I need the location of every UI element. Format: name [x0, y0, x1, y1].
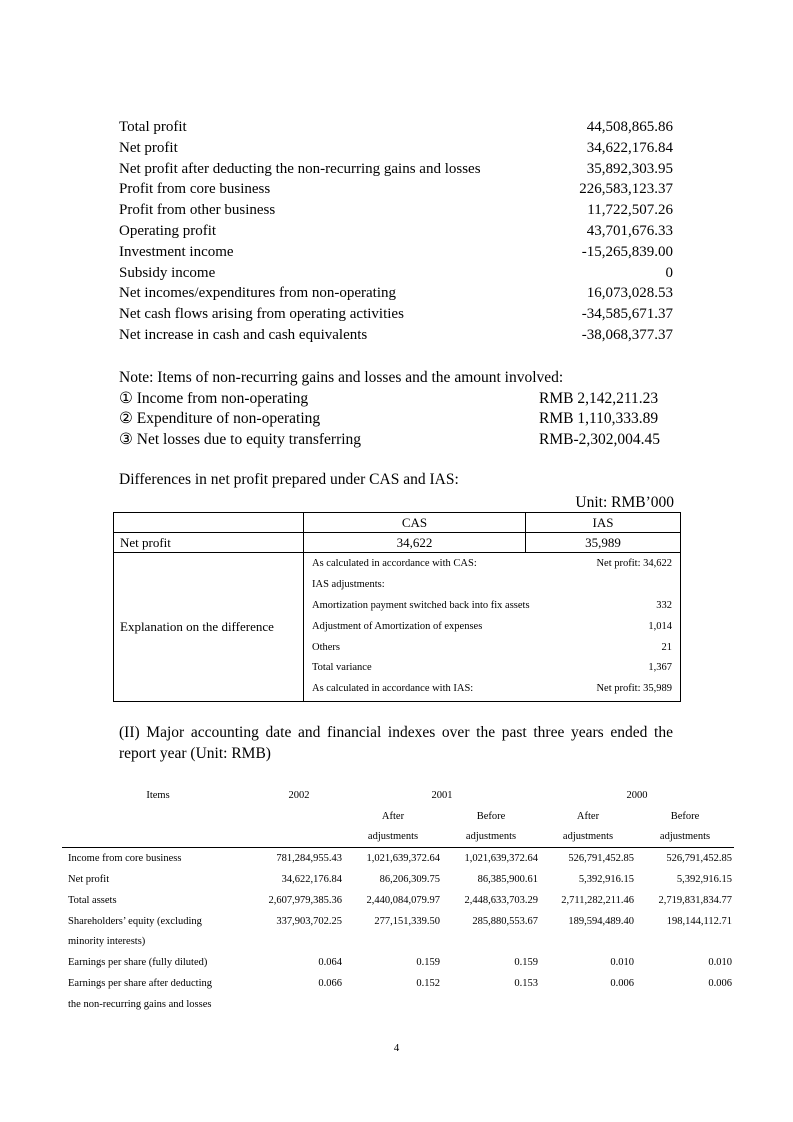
- table-row: [62, 952, 734, 973]
- row-label: Earnings per share (fully diluted): [68, 957, 208, 969]
- cell-value: 285,880,553.67: [472, 915, 538, 927]
- cell-value: 781,284,955.43: [276, 853, 342, 865]
- summary-value: -34,585,671.37: [581, 306, 673, 323]
- explanation-text: Adjustment of Amortization of expenses: [312, 620, 483, 632]
- summary-label: Net cash flows arising from operating activities: [119, 306, 404, 323]
- summary-value: 0: [665, 264, 673, 281]
- note-item: [119, 430, 664, 451]
- summary-label: Net incomes/expenditures from non-operating: [119, 285, 397, 302]
- cell-value: 0.006: [610, 978, 634, 990]
- ias-net-profit: 35,989: [526, 533, 681, 553]
- explanation-line: [312, 554, 672, 575]
- summary-value: 226,583,123.37: [579, 181, 673, 198]
- row-label: Income from core business: [68, 853, 182, 865]
- summary-row: [119, 117, 673, 138]
- section-title: (II) Major accounting date and financial indexes over the past three years ended the report year (Unit: RMB): [119, 724, 673, 762]
- cas-header: CAS: [304, 513, 526, 533]
- note-item-amount: RMB-2,302,004.45: [539, 431, 660, 449]
- summary-value: 11,722,507.26: [587, 202, 673, 219]
- summary-value: 44,508,865.86: [586, 119, 673, 135]
- table-row-continuation: [62, 994, 734, 1015]
- cell-value: 0.152: [416, 978, 440, 990]
- table-header-row: [62, 785, 734, 806]
- ias-header: IAS: [526, 513, 681, 533]
- table-header-row: [62, 806, 734, 827]
- explanation-text: Others: [312, 641, 340, 653]
- cell-value: 526,791,452.85: [568, 853, 634, 865]
- explanation-line: [312, 638, 672, 659]
- summary-value: 34,622,176.84: [586, 139, 673, 156]
- cas-net-profit: 34,622: [304, 533, 526, 553]
- explanation-text: Total variance: [312, 662, 372, 674]
- page-number: 4: [393, 1042, 400, 1054]
- cell-value: 34,622,176.84: [281, 874, 342, 886]
- cell-value: 277,151,339.50: [374, 915, 440, 927]
- summary-row: [119, 304, 673, 325]
- after-header: After: [576, 810, 600, 822]
- net-profit-row: [114, 533, 681, 553]
- adjustments-header: adjustments: [540, 827, 636, 848]
- unit-label: Unit: RMB’000: [575, 494, 674, 511]
- empty-header-cell: [114, 513, 304, 533]
- summary-label: Subsidy income: [119, 264, 216, 281]
- table-header-row: [62, 827, 734, 848]
- cell-value: 0.010: [610, 957, 634, 969]
- summary-label: Profit from core business: [119, 181, 271, 198]
- adjustments-header: adjustments: [344, 827, 442, 848]
- note-item-amount: RMB 2,142,211.23: [539, 389, 659, 407]
- summary-label: Profit from other business: [119, 202, 276, 219]
- summary-row: [119, 179, 673, 200]
- note-item: [119, 409, 664, 430]
- explanation-value: Net profit: 35,989: [596, 683, 672, 695]
- explanation-line: [312, 658, 672, 679]
- summary-row: [119, 242, 673, 263]
- summary-row: [119, 263, 673, 284]
- summary-label: Net profit: [119, 139, 178, 156]
- table-row: [62, 911, 734, 932]
- cell-value: 86,206,309.75: [379, 874, 440, 886]
- cell-value: 0.064: [318, 957, 342, 969]
- summary-row: [119, 221, 673, 242]
- before-header: Before: [476, 810, 506, 822]
- financial-summary-list: [119, 117, 673, 346]
- cell-value: 5,392,916.15: [676, 874, 732, 886]
- adjustments-header: adjustments: [636, 827, 734, 848]
- explanation-text: As calculated in accordance with IAS:: [312, 683, 474, 695]
- summary-row: [119, 159, 673, 180]
- year-2000-header: 2000: [626, 789, 648, 801]
- row-label: Net profit: [68, 874, 110, 886]
- net-profit-label: Net profit: [114, 533, 304, 553]
- cell-value: 337,903,702.25: [276, 915, 342, 927]
- cell-value: 0.159: [514, 957, 538, 969]
- summary-row: [119, 325, 673, 346]
- explanation-row: [114, 553, 681, 702]
- cell-value: 5,392,916.15: [578, 874, 634, 886]
- table-row: [62, 869, 734, 890]
- summary-value: 43,701,676.33: [586, 222, 673, 239]
- cell-value: 2,711,282,211.46: [561, 894, 634, 906]
- year-2001-header: 2001: [431, 789, 453, 801]
- explanation-line: [312, 679, 672, 700]
- note-item-label: ③ Net losses due to equity transferring: [119, 431, 362, 449]
- explanation-value: 1,367: [648, 662, 672, 674]
- note-item-label: ① Income from non-operating: [119, 389, 309, 407]
- row-label-continuation: the non-recurring gains and losses: [68, 998, 212, 1010]
- summary-label: Operating profit: [119, 222, 217, 239]
- differences-table: [113, 512, 681, 702]
- table-row: [62, 973, 734, 994]
- note-item: [119, 389, 664, 410]
- cell-value: 2,719,831,834.77: [658, 894, 732, 906]
- differences-title: Differences in net profit prepared under CAS and IAS:: [119, 471, 459, 488]
- note-item-amount: RMB 1,110,333.89: [539, 410, 659, 428]
- explanation-text: As calculated in accordance with CAS:: [312, 558, 477, 569]
- summary-label: Net profit after deducting the non-recurring gains and losses: [119, 160, 481, 177]
- table-header-row: [114, 513, 681, 533]
- summary-value: 35,892,303.95: [586, 160, 673, 177]
- explanation-line: [312, 617, 672, 638]
- year-2002-header: 2002: [288, 789, 310, 801]
- explanation-line: [312, 596, 672, 617]
- items-header: Items: [146, 789, 170, 801]
- cell-value: 1,021,639,372.64: [464, 853, 538, 865]
- explanation-value: 1,014: [648, 620, 672, 632]
- row-label: Earnings per share after deducting: [68, 978, 213, 990]
- cell-value: 526,791,452.85: [666, 853, 732, 865]
- explanation-text: IAS adjustments:: [312, 578, 385, 590]
- summary-value: -38,068,377.37: [581, 326, 673, 343]
- summary-value: -15,265,839.00: [581, 243, 673, 260]
- summary-label: Investment income: [119, 243, 234, 260]
- explanation-text: Amortization payment switched back into fix assets: [312, 599, 530, 611]
- row-label: Total assets: [68, 894, 117, 906]
- cell-value: 1,021,639,372.64: [366, 853, 440, 865]
- explanation-cell: [304, 553, 681, 702]
- cell-value: 2,440,084,079.97: [366, 894, 440, 906]
- cell-value: 0.066: [318, 978, 342, 990]
- cell-value: 2,448,633,703.29: [464, 894, 538, 906]
- summary-row: [119, 283, 673, 304]
- cell-value: 0.159: [416, 957, 440, 969]
- cell-value: 189,594,489.40: [568, 915, 634, 927]
- note-title: Note: Items of non-recurring gains and losses and the amount involved:: [119, 369, 564, 386]
- summary-label: Net increase in cash and cash equivalents: [119, 326, 368, 343]
- table-row: [62, 848, 734, 869]
- row-label-continuation: minority interests): [68, 936, 146, 948]
- after-header: After: [381, 810, 405, 822]
- major-indexes-table: [62, 785, 734, 1015]
- explanation-label: Explanation on the difference: [114, 553, 304, 702]
- cell-value: 86,385,900.61: [477, 874, 538, 886]
- cell-value: 0.006: [708, 978, 732, 990]
- explanation-value: 21: [661, 641, 672, 653]
- table-row: [62, 890, 734, 911]
- explanation-line: [312, 575, 672, 596]
- cell-value: 2,607,979,385.36: [268, 894, 342, 906]
- table-row-continuation: [62, 932, 734, 953]
- summary-label: Total profit: [119, 119, 187, 135]
- summary-row: [119, 138, 673, 159]
- non-recurring-note: [119, 368, 664, 451]
- adjustments-header: adjustments: [442, 827, 540, 848]
- before-header: Before: [670, 810, 700, 822]
- summary-value: 16,073,028.53: [586, 285, 673, 302]
- note-item-label: ② Expenditure of non-operating: [119, 410, 321, 428]
- cell-value: 0.153: [514, 978, 538, 990]
- cell-value: 198,144,112.71: [666, 915, 732, 927]
- explanation-value: 332: [656, 599, 672, 611]
- summary-row: [119, 200, 673, 221]
- cell-value: 0.010: [708, 957, 732, 969]
- row-label: Shareholders’ equity (excluding: [68, 915, 202, 927]
- explanation-value: Net profit: 34,622: [596, 558, 672, 569]
